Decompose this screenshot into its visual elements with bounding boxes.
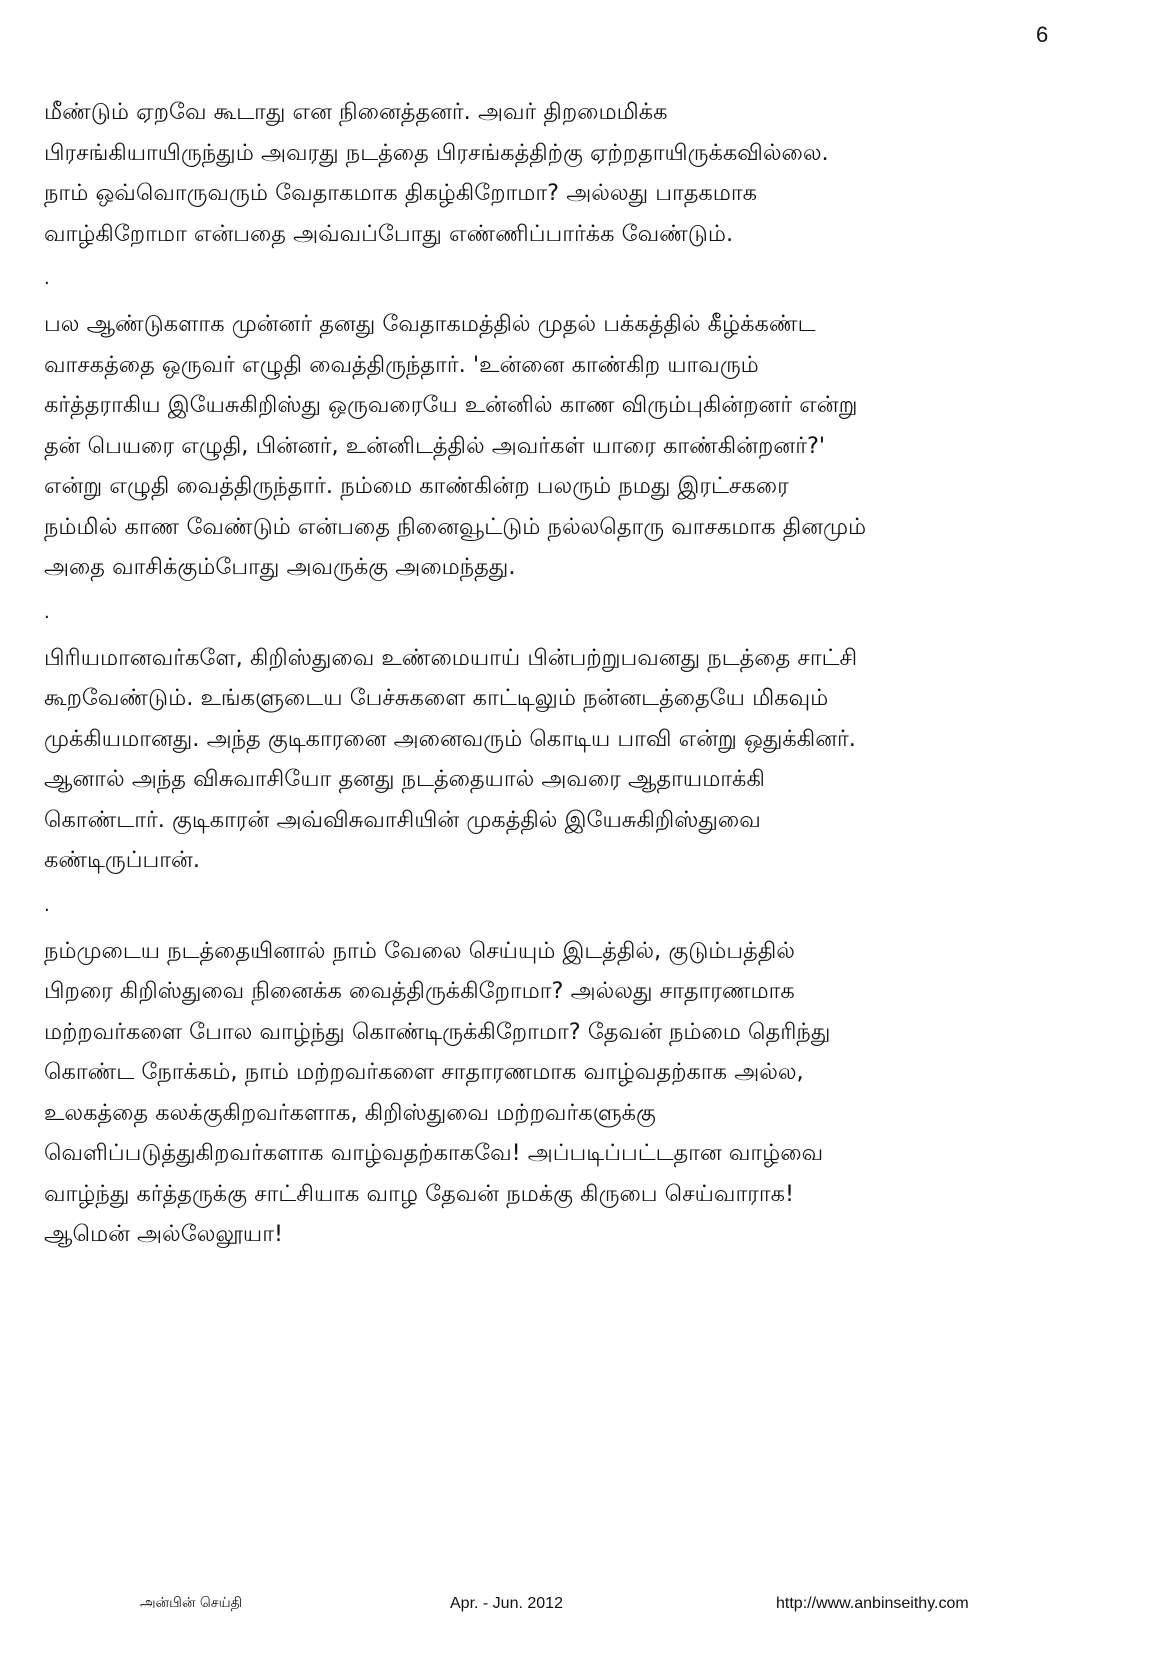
text-line: பல ஆண்டுகளாக முன்னர் தனது வேதாகமத்தில் முதல் பக்கத்தில் கீழ்க்கண்ட bbox=[44, 311, 816, 337]
text-line: என்று எழுதி வைத்திருந்தார். நம்மை காண்கின்ற பலரும் நமது இரட்சகரை bbox=[44, 473, 789, 499]
page-footer bbox=[0, 1595, 1167, 1619]
paragraph-separator: . bbox=[44, 268, 50, 289]
paragraph-separator: . bbox=[44, 894, 50, 916]
footer-website-link[interactable]: http://www.anbinseithy.com bbox=[776, 1595, 969, 1612]
text-line: கண்டிருப்பான். bbox=[44, 847, 200, 873]
text-line: வாசகத்தை ஒருவர் எழுதி வைத்திருந்தார். 'உன்னை காண்கிற யாவரும் bbox=[44, 351, 759, 378]
paragraph-separator: . bbox=[44, 601, 50, 623]
text-line: தன் பெயரை எழுதி, பின்னர், உன்னிடத்தில் அவர்கள் யாரை காண்கின்றனர்?' bbox=[44, 432, 826, 459]
text-line: கர்த்தராகிய இயேசுகிறிஸ்து ஒருவரையே உன்னில் காண விரும்புகின்றனர் என்று bbox=[44, 392, 858, 418]
text-line: நம்மில் காண வேண்டும் என்பதை நினைவூட்டும் நல்லதொரு வாசகமாக தினமும் bbox=[44, 513, 867, 540]
text-line: நம்முடைய நடத்தையினால் நாம் வேலை செய்யும் இடத்தில், குடும்பத்தில் bbox=[44, 937, 795, 964]
text-line: கொண்ட நோக்கம், நாம் மற்றவர்களை சாதாரணமாக வாழ்வதற்காக அல்ல, bbox=[44, 1059, 804, 1085]
text-line: மீண்டும் ஏறவே கூடாது என நினைத்தனர். அவர் திறமைமிக்க bbox=[44, 99, 668, 125]
paragraph-3 bbox=[44, 638, 1134, 881]
text-line: நாம் ஒவ்வொருவரும் வேதாகமாக திகழ்கிறோமா? அல்லது பாதகமாக bbox=[44, 180, 758, 206]
text-line: பிரசங்கியாயிருந்தும் அவரது நடத்தை பிரசங்கத்திற்கு ஏற்றதாயிருக்கவில்லை. bbox=[44, 139, 829, 166]
paragraph-1 bbox=[44, 92, 1134, 254]
text-line: ஆமென் அல்லேலூயா! bbox=[44, 1221, 283, 1247]
text-line: பிரியமானவர்களே, கிறிஸ்துவை உண்மையாய் பின்பற்றுபவனது நடத்தை சாட்சி bbox=[44, 644, 858, 671]
footer-issue-date: Apr. - Jun. 2012 bbox=[450, 1595, 563, 1612]
paragraph-2 bbox=[44, 304, 1134, 588]
paragraph-4 bbox=[44, 931, 1134, 1255]
text-line: வாழ்ந்து கர்த்தருக்கு சாட்சியாக வாழ தேவன் நமக்கு கிருபை செய்வாராக! bbox=[44, 1180, 794, 1207]
text-line: முக்கியமானது. அந்த குடிகாரனை அனைவரும் கொடிய பாவி என்று ஒதுக்கினர். bbox=[44, 725, 856, 752]
text-line: வாழ்கிறோமா என்பதை அவ்வப்போது எண்ணிப்பார்க்க வேண்டும். bbox=[44, 220, 734, 247]
footer-publication-name: அன்பின் செய்தி bbox=[140, 1595, 243, 1611]
text-line: பிறரை கிறிஸ்துவை நினைக்க வைத்திருக்கிறோமா? அல்லது சாதாரணமாக bbox=[44, 978, 795, 1004]
text-line: கொண்டார். குடிகாரன் அவ்விசுவாசியின் முகத்தில் இயேசுகிறிஸ்துவை bbox=[44, 806, 761, 833]
text-line: அதை வாசிக்கும்போது அவருக்கு அமைந்தது. bbox=[44, 554, 516, 580]
page-number: 6 bbox=[1036, 22, 1049, 47]
text-line: கூறவேண்டும். உங்களுடைய பேச்சுகளை காட்டிலும் நன்னடத்தையே மிகவும் bbox=[44, 685, 829, 711]
document-body bbox=[44, 92, 1134, 1255]
text-line: மற்றவர்களை போல வாழ்ந்து கொண்டிருக்கிறோமா? தேவன் நம்மை தெரிந்து bbox=[44, 1018, 831, 1045]
text-line: வெளிப்படுத்துகிறவர்களாக வாழ்வதற்காகவே! அப்படிப்பட்டதான வாழ்வை bbox=[44, 1140, 824, 1166]
text-line: ஆனால் அந்த விசுவாசியோ தனது நடத்தையால் அவரை ஆதாயமாக்கி bbox=[44, 766, 765, 792]
text-line: உலகத்தை கலக்குகிறவர்களாக, கிறிஸ்துவை மற்றவர்களுக்கு bbox=[44, 1099, 656, 1126]
